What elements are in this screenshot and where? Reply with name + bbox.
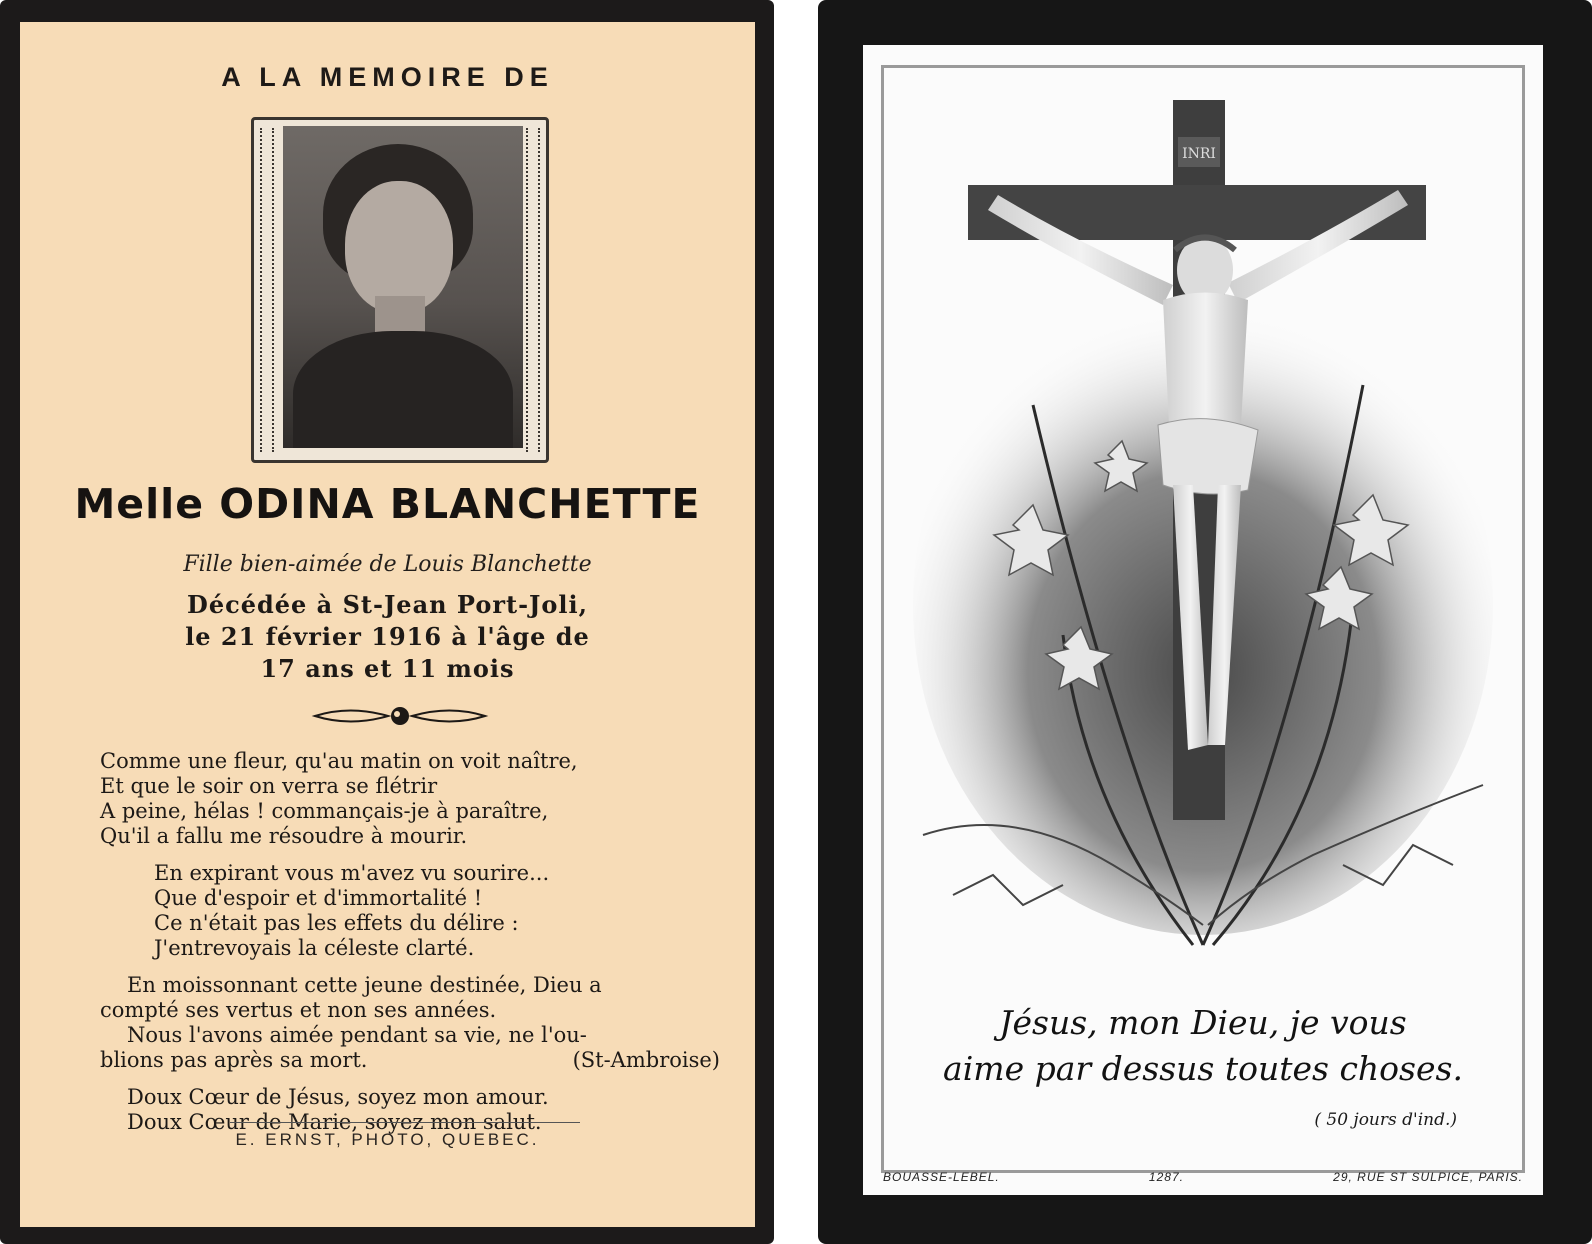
poem-line: En expirant vous m'avez vu sourire... [154, 861, 550, 885]
poem-line: Ce n'était pas les effets du délire : [154, 911, 519, 935]
prayer-line: Jésus, mon Dieu, je vous [999, 1003, 1407, 1042]
poem-line: Que d'espoir et d'immortalité ! [154, 886, 483, 910]
inri-label: INRI [1182, 146, 1216, 162]
death-line: le 21 février 1916 à l'âge de [185, 622, 590, 651]
poem-line: Et que le soir on verra se flétrir [100, 774, 438, 798]
poem-line-text: blions pas après sa mort. [100, 1048, 368, 1072]
prayer-text [863, 1000, 1543, 1092]
memorial-card-front [0, 0, 774, 1244]
card-number: 1287. [1148, 1170, 1184, 1184]
poem-line: compté ses vertus et non ses années. [100, 998, 497, 1022]
citation: (St-Ambroise) [572, 1048, 720, 1072]
poem-stanza [100, 749, 720, 849]
poem-stanza [100, 973, 720, 1073]
divider-ornament-icon [310, 703, 490, 729]
poem-line: Comme une fleur, qu'au matin on voit naître, [100, 749, 578, 773]
publisher-address: 29, RUE ST SULPICE, PARIS. [1333, 1170, 1523, 1184]
death-details [20, 589, 755, 685]
poem-line: J'entrevoyais la céleste clarté. [154, 936, 475, 960]
publisher-name: BOUASSE-LEBEL. [883, 1170, 1000, 1184]
frame-ornament-right [526, 128, 540, 452]
frame-ornament-left [260, 128, 274, 452]
card-header: A LA MEMOIRE DE [221, 62, 554, 92]
credit-divider [230, 1122, 580, 1123]
memorial-poem [100, 749, 720, 1147]
poem-line: Doux Cœur de Jésus, soyez mon amour. [127, 1085, 549, 1109]
deceased-name: Melle ODINA BLANCHETTE [74, 480, 701, 528]
publisher-footer [883, 1170, 1523, 1184]
death-line: Décédée à St-Jean Port-Joli, [187, 590, 588, 619]
poem-line: A peine, hélas ! commançais-je à paraître, [100, 799, 549, 823]
torso [1163, 293, 1248, 436]
poem-line: Nous l'avons aimée pendant sa vie, ne l'ou- [127, 1023, 587, 1047]
poem-line [100, 1048, 720, 1073]
poem-stanza [100, 1085, 720, 1135]
poem-stanza [100, 861, 720, 961]
loincloth [1158, 419, 1258, 494]
daughter-of-line: Fille bien-aimée de Louis Blanchette [183, 552, 592, 577]
poem-line: Qu'il a fallu me résoudre à mourir. [100, 824, 468, 848]
poem-line: En moissonnant cette jeune destinée, Dieu a [127, 973, 602, 997]
card-paper [20, 22, 755, 1227]
memorial-card-back [818, 0, 1592, 1244]
poem-line: Doux Cœur de Marie, soyez mon salut. [127, 1110, 542, 1134]
prayer-line: aime par dessus toutes choses. [943, 1049, 1463, 1088]
death-line: 17 ans et 11 mois [260, 654, 515, 683]
portrait-photo [283, 126, 523, 448]
crucifix-illustration [863, 45, 1543, 995]
card-paper [863, 45, 1543, 1195]
indulgence-note: ( 50 jours d'ind.) [1314, 1110, 1457, 1130]
photo-credit: E. ERNST, PHOTO, QUEBEC. [235, 1130, 540, 1149]
